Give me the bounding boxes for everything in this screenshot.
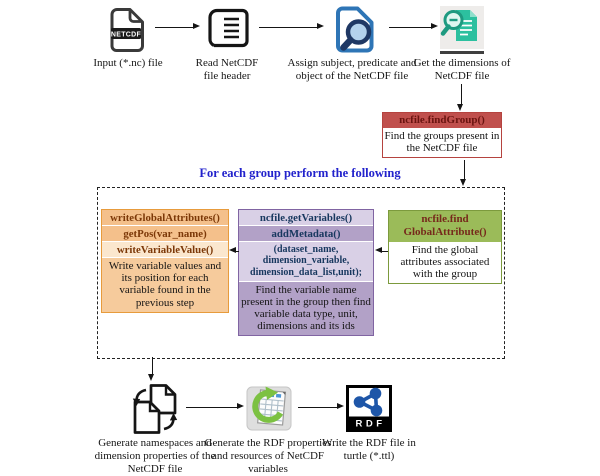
- arrow-down-icon: [152, 357, 153, 374]
- step-label-get-dimensions: Get the dimensions of NetCDF file: [413, 57, 511, 82]
- step-label-generate-namespaces: Generate namespaces and dimension properties of the NetCDF file: [94, 437, 216, 475]
- arrow-down-icon: [461, 84, 462, 104]
- write-variable-value-fn: writeVariableValue(): [102, 242, 228, 258]
- group-section-title: For each group perform the following: [199, 166, 401, 180]
- rdf-letters-label: RDF: [355, 418, 386, 430]
- generate-pages-icon: [130, 383, 180, 435]
- assign-magnifier-icon: [327, 5, 383, 55]
- arrow-right-icon: [155, 27, 193, 28]
- write-global-attributes-fn: writeGlobalAttributes(): [102, 210, 228, 226]
- rdf-logo-icon: [346, 385, 392, 432]
- find-group-body: Find the groups present in the NetCDF file: [383, 128, 501, 157]
- step-label-read-header: Read NetCDF file header: [195, 57, 259, 82]
- arrow-down-icon: [464, 160, 465, 179]
- get-pos-fn: getPos(var_name): [102, 226, 228, 242]
- variables-box-description: Find the variable name present in the group then find variable data type, unit, dimensions and its ids: [239, 282, 373, 335]
- find-group-header: ncfile.findGroup(): [383, 113, 501, 128]
- write-box-description: Write variable values and its position for each variable found in the previous step: [102, 258, 228, 311]
- write-attributes-box: [101, 209, 229, 313]
- step-label-assign-triples: Assign subject, predicate and object of the NetCDF file: [287, 57, 417, 82]
- add-metadata-params: (dataset_name, dimension_variable, dimension_data_list,unit);: [239, 242, 373, 281]
- netcdf-file-icon: [104, 7, 150, 53]
- find-global-attribute-box: [388, 210, 502, 284]
- step-label-write-rdf-file: Write the RDF file in turtle (*.ttl): [322, 437, 416, 462]
- find-group-box: [382, 112, 502, 158]
- get-variables-fn: ncfile.getVariables(): [239, 210, 373, 226]
- arrow-right-icon: [389, 27, 431, 28]
- step-label-input-file: Input (*.nc) file: [93, 57, 163, 69]
- arrow-right-icon: [298, 407, 337, 408]
- arrow-left-icon: [382, 251, 388, 252]
- find-global-attribute-fn: ncfile.find GlobalAttribute(): [389, 211, 501, 242]
- add-metadata-fn: addMetadata(): [239, 226, 373, 242]
- arrow-left-icon: [236, 251, 239, 252]
- step-label-generate-rdf-properties: Generate the RDF properties and resources of NetCDF variables: [204, 437, 332, 475]
- get-variables-box: [238, 209, 374, 336]
- netcdf-badge-label: NETCDF: [110, 31, 142, 39]
- rdf-spreadsheet-icon: [246, 384, 292, 432]
- dimensions-magnifier-icon: [439, 5, 485, 55]
- read-header-icon: [202, 7, 252, 53]
- arrow-right-icon: [186, 407, 237, 408]
- global-box-description: Find the global attributes associated with the group: [389, 242, 501, 283]
- arrow-right-icon: [259, 27, 317, 28]
